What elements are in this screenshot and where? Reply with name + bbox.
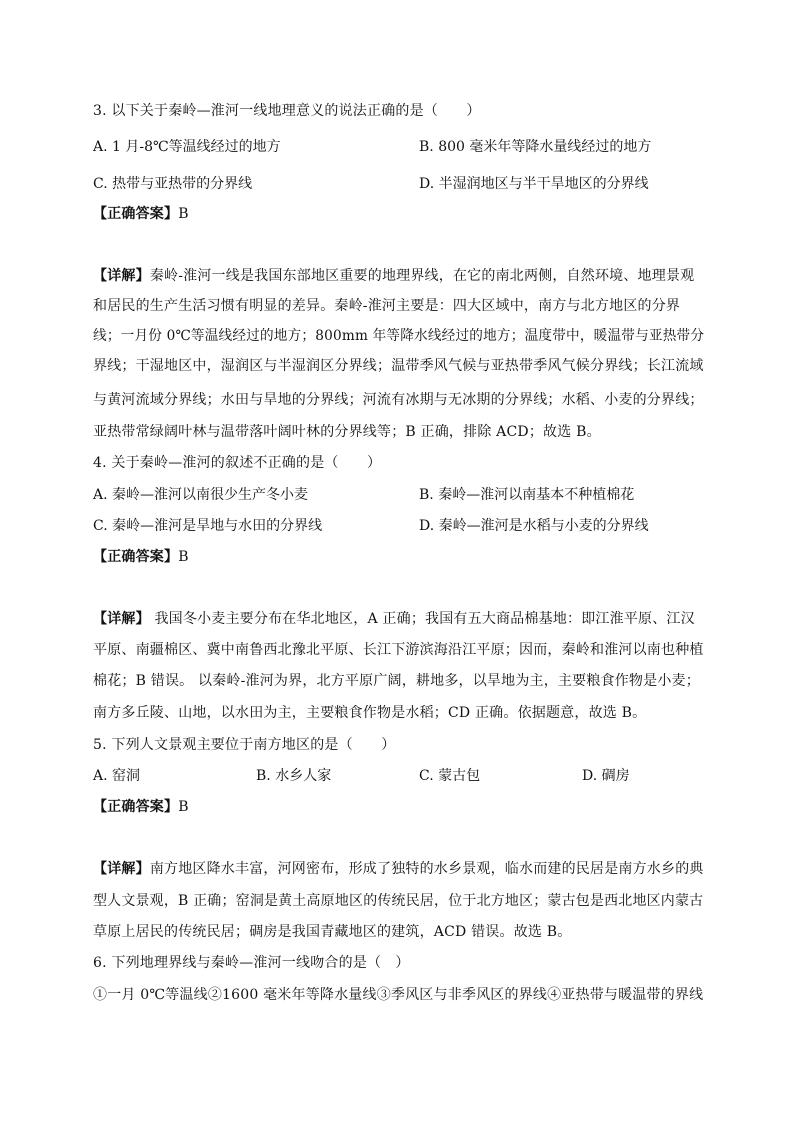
q4-detail-line-2: 平原、南疆棉区、冀中南鲁西北豫北平原、长江下游滨海沿江平原；因而，秦岭和淮河以南也种植 [93,642,704,658]
q6-items: ①一月 0℃等温线②1600 毫米年等降水量线③季风区与非季风区的界线④亚热带与暖温带的界线 [93,987,704,1003]
q3-option-d: D. 半湿润地区与半干旱地区的分界线 [419,176,649,192]
q4-option-c: C. 秦岭—淮河是旱地与水田的分界线 [93,518,323,534]
q4-option-a: A. 秦岭—淮河以南很少生产冬小麦 [93,487,309,503]
q3-answer [93,204,189,224]
q5-option-b: B. 水乡人家 [256,768,332,784]
q5-detail-line-2: 型人文景观，B 正确；窑洞是黄土高原地区的传统民居，位于北方地区；蒙古包是西北地区内蒙古 [93,893,704,909]
detail-label: 【详解】 [93,268,150,284]
q3-option-c: C. 热带与亚热带的分界线 [93,176,253,192]
q5-stem: 5. 下列人文景观主要位于南方地区的是（ ） [93,737,396,753]
q5-answer [93,797,189,817]
q3-detail-line-4: 界线；干湿地区中，湿润区与半湿润区分界线；温带季风气候与亚热带季风气候分界线；长江流域 [93,358,704,374]
answer-value: B [178,549,189,565]
q4-detail-line-4: 南方多丘陵、山地，以水田为主，主要粮食作物是水稻；CD 正确。依据题意，故选 B。 [93,705,647,721]
detail-text: 秦岭-淮河一线是我国东部地区重要的地理界线，在它的南北两侧，自然环境、地理景观 [149,268,695,284]
detail-label: 【详解】 [93,611,150,627]
q6-stem: 6. 下列地理界线与秦岭—淮河一线吻合的是（ ） [93,955,410,971]
q4-detail-line-1 [93,609,695,629]
q3-detail-line-2: 和居民的生产生活习惯有明显的差异。秦岭-淮河主要是：四大区域中，南方与北方地区的分界 [93,298,681,314]
answer-value: B [178,799,189,815]
q5-option-c: C. 蒙古包 [419,768,481,784]
answer-label: 【正确答案】 [93,549,179,565]
q4-option-b: B. 秦岭—淮河以南基本不种植棉花 [419,487,635,503]
q4-option-d: D. 秦岭—淮河是水稻与小麦的分界线 [419,518,649,534]
q4-answer [93,547,189,567]
detail-label: 【详解】 [93,861,150,877]
q5-option-d: D. 碉房 [582,768,630,784]
q4-stem: 4. 关于秦岭—淮河的叙述不正确的是（ ） [93,455,382,471]
q3-detail-line-6: 亚热带常绿阔叶林与温带落叶阔叶林的分界线等；B 正确，排除 ACD；故选 B。 [93,424,601,440]
q5-detail-line-3: 草原上居民的传统民居；碉房是我国青藏地区的建筑，ACD 错误。故选 B。 [93,924,572,940]
answer-value: B [178,206,189,222]
answer-label: 【正确答案】 [93,799,179,815]
q4-detail-line-3: 棉花；B 错误。 以秦岭-淮河为界，北方平原广阔，耕地多，以旱地为主，主要粮食作物是小麦； [93,673,700,689]
detail-text: 南方地区降水丰富，河网密布，形成了独特的水乡景观，临水而建的民居是南方水乡的典 [149,861,704,877]
q3-option-b: B. 800 毫米年等降水量线经过的地方 [419,139,652,155]
q3-detail-line-5: 与黄河流域分界线；水田与旱地的分界线；河流有冰期与无冰期的分界线；水稻、小麦的分界线； [93,392,704,408]
q3-stem: 3. 以下关于秦岭—淮河一线地理意义的说法正确的是（ ） [93,103,481,119]
q5-detail-line-1 [93,859,704,879]
q5-option-a: A. 窑洞 [93,768,141,784]
detail-text: 我国冬小麦主要分布在华北地区，A 正确；我国有五大商品棉基地：即江淮平原、江汉 [149,611,695,627]
q3-option-a: A. 1 月-8℃等温线经过的地方 [93,139,281,155]
q3-detail-line-1 [93,266,694,286]
answer-label: 【正确答案】 [93,206,179,222]
q3-detail-line-3: 线；一月份 0℃等温线经过的地方；800mm 年等降水线经过的地方；温度带中，暖温带与亚热带分 [93,328,705,344]
